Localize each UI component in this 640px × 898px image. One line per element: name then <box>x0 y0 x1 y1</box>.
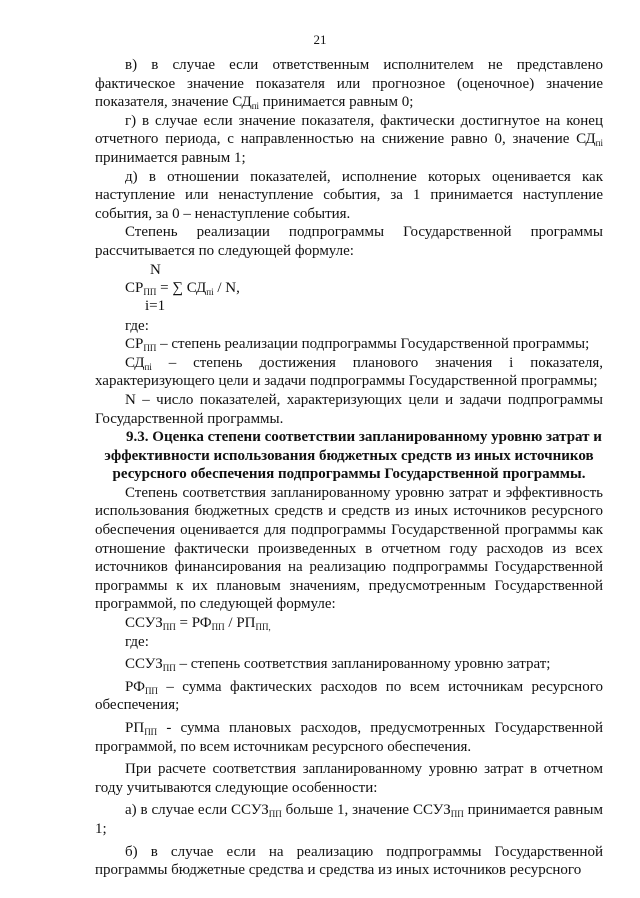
formula-lhs: СР <box>125 279 144 296</box>
subscript: ПП <box>144 727 158 737</box>
paragraph-ssuz: Степень соответствия запланированному уровню затрат и эффективность использования бюджетных средств и средств из иных источников ресурсного обеспечения оценивается для подпрограммы Государственной программы как отношение фактически произведенных в отчетном году расходов из всех источников финансирования на реализацию подпрограммы Государственной программы к их плановым значениям, предусмотренным Государственной программой, по следующей формуле: <box>95 484 603 613</box>
paragraph-a-end: принимается равным 1; <box>95 802 603 837</box>
subscript: ПП <box>162 622 176 633</box>
subscript: ПП <box>211 622 225 633</box>
paragraph-step: Степень реализации подпрограммы Государственной программы рассчитывается по следующей формуле: <box>95 224 603 259</box>
subscript: ПП, <box>255 622 271 633</box>
paragraph-a-mid: больше 1, значение ССУЗ <box>281 802 451 819</box>
term: СД <box>125 354 145 371</box>
formula-expression <box>125 279 240 298</box>
paragraph-a <box>95 801 603 838</box>
term: СР <box>125 336 144 353</box>
page-number: 21 <box>313 32 327 47</box>
formula-sum-upper: N <box>150 261 161 278</box>
subscript: пi <box>144 361 152 372</box>
where-label: где: <box>125 633 149 650</box>
term: ССУЗ <box>125 656 163 673</box>
definition-text: – степень реализации подпрограммы Государственной программы; <box>156 336 590 353</box>
paragraph-a-text: а) в случае если ССУЗ <box>125 802 269 819</box>
subscript: пi <box>595 138 603 149</box>
formula-sum-lower: i=1 <box>145 297 166 314</box>
definition-ssuz <box>95 655 603 674</box>
definition-n: N – число показателей, характеризующих цели и задачи подпрограммы Государственной программы. <box>95 391 603 427</box>
formula-term: / РП <box>224 615 256 632</box>
paragraph-calc: При расчете соответствия запланированному уровню затрат в отчетном году учитываются следующие особенности: <box>95 761 603 796</box>
paragraph-g <box>95 112 603 168</box>
formula-rhs: / N, <box>213 279 240 296</box>
term: РП <box>125 720 145 736</box>
formula-term: ССУЗ <box>125 615 163 632</box>
definition-text: - сумма плановых расходов, предусмотренных Государственной программой, по всем источникам ресурсного обеспечения. <box>95 720 603 755</box>
subscript: ПП <box>143 343 157 354</box>
page-body <box>95 56 603 880</box>
subscript: пi <box>251 101 260 112</box>
subscript: ПП <box>268 809 282 820</box>
subscript: ПП <box>162 663 176 674</box>
where-label: где: <box>125 317 149 334</box>
paragraph-v <box>95 56 603 112</box>
formula-ssuz <box>95 614 603 633</box>
paragraph-v-end: принимается равным 0; <box>259 94 414 111</box>
subscript: ПП <box>143 286 157 297</box>
definition-sr-pp <box>95 335 603 354</box>
definition-rp <box>95 719 603 756</box>
formula-term: = РФ <box>175 615 212 632</box>
paragraph-d: д) в отношении показателей, исполнение которых оценивается как наступление или ненаступление события, за 1 принимается наступление события, за 0 – ненаступление события. <box>95 168 603 222</box>
formula-mid: = ∑ СД <box>156 279 207 296</box>
definition-text: – степень достижения планового значения i показателя, характеризующего цели и задачи подпрограммы Государственной программы; <box>95 354 603 390</box>
definition-text: – сумма фактических расходов по всем источникам ресурсного обеспечения; <box>95 678 603 714</box>
definition-sd-pi <box>95 354 603 391</box>
subscript: пi <box>206 286 214 297</box>
paragraph-g-end: принимается равным 1; <box>95 149 246 166</box>
subscript: ПП <box>144 685 158 696</box>
paragraph-v-text: в) в случае если ответственным исполнителем не представлено фактическое значение показателя или прогнозное (оценочное) значение показателя, значение СД <box>95 57 603 111</box>
term: РФ <box>125 678 145 695</box>
definition-rf <box>95 678 603 715</box>
formula-sr-pp <box>95 261 603 317</box>
paragraph-b: б) в случае если на реализацию подпрограммы Государственной программы бюджетные средства и средства из иных источников ресурсного <box>95 843 603 879</box>
subscript: ПП <box>450 809 464 820</box>
section-heading: 9.3. Оценка степени соответствии запланированному уровню затрат и эффективности использования бюджетных средств из иных источников ресурсного обеспечения подпрограммы Государственной программы. <box>104 429 602 483</box>
paragraph-g-text: г) в случае если значение показателя, фактически достигнутое на конец отчетного периода, с направленностью на снижение равно 0, значение СД <box>95 112 603 148</box>
definition-text: – степень соответствия запланированному уровню затрат; <box>175 656 551 673</box>
